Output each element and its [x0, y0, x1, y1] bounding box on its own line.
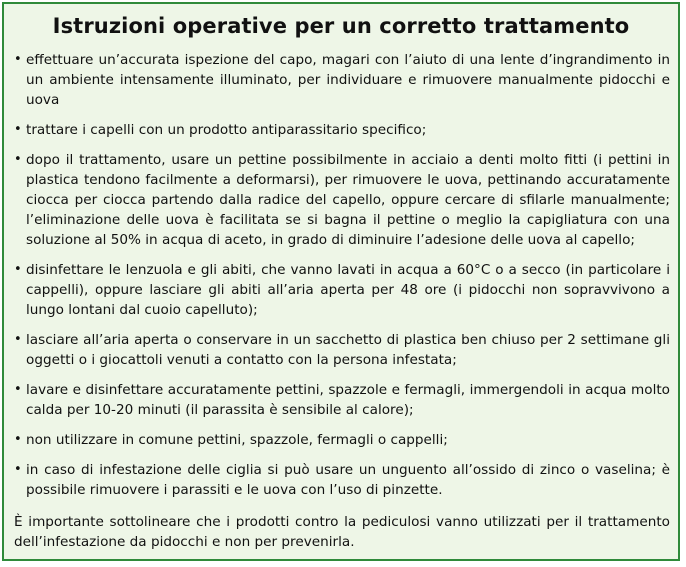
- list-item: [14, 50, 670, 110]
- list-item-text: dopo il trattamento, usare un pettine possibilmente in acciaio a denti molto fitti (i pettini in plastica tendono facilmente a deformarsi), per rimuovere le uova, pettinando accuratamente ciocca per ciocca partendo dalla radice del capello, oppure cercare di sfilarle manualmente; l’eliminazione delle uova è facilitata se si bagna il pettine o meglio la capigliatura con una soluzione al 50% in acqua di aceto, in grado di diminuire l’adesione delle uova al capello;: [26, 152, 670, 248]
- list-item-text: lasciare all’aria aperta o conservare in un sacchetto di plastica ben chiuso per 2 settimane gli oggetti o i giocattoli venuti a contatto con la persona infestata;: [26, 332, 670, 368]
- bullet-icon: •: [14, 52, 22, 67]
- list-item: [14, 150, 670, 250]
- bullet-icon: •: [14, 152, 22, 167]
- list-item-text: lavare e disinfettare accuratamente pettini, spazzole e fermagli, immergendoli in acqua molto calda per 10-20 minuti (il parassita è sensibile al calore);: [26, 382, 670, 418]
- list-item-text: in caso di infestazione delle ciglia si può usare un unguento all’ossido di zinco o vaselina; è possibile rimuovere i parassiti e le uova con l’uso di pinzette.: [26, 462, 670, 498]
- bullet-icon: •: [14, 462, 22, 477]
- list-item-text: effettuare un’accurata ispezione del capo, magari con l’aiuto di una lente d’ingrandimento in un ambiente intensamente illuminato, per individuare e rimuovere manualmente pidocchi e uova: [26, 52, 670, 108]
- list-item: [14, 430, 670, 450]
- list-item: [14, 460, 670, 500]
- bullet-icon: •: [14, 122, 22, 137]
- instructions-list: [14, 50, 670, 552]
- list-item: [14, 120, 670, 140]
- list-item: [14, 380, 670, 420]
- list-item: [14, 330, 670, 370]
- list-item-text: trattare i capelli con un prodotto antiparassitario specifico;: [26, 122, 427, 138]
- list-item: [14, 260, 670, 320]
- bullet-icon: •: [14, 432, 22, 447]
- list-item-text: non utilizzare in comune pettini, spazzole, fermagli o cappelli;: [26, 432, 448, 448]
- instructions-box: [2, 2, 680, 561]
- bullet-icon: •: [14, 332, 22, 347]
- bullet-icon: •: [14, 382, 22, 397]
- closing-note: È importante sottolineare che i prodotti contro la pediculosi vanno utilizzati per il trattamento dell’infestazione da pidocchi e non per prevenirla.: [14, 514, 670, 550]
- bullet-icon: •: [14, 262, 22, 277]
- page-title: Istruzioni operative per un corretto trattamento: [52, 14, 630, 38]
- list-item-text: disinfettare le lenzuola e gli abiti, che vanno lavati in acqua a 60°C o a secco (in particolare i cappelli), oppure lasciare gli abiti all’aria aperta per 48 ore (i pidocchi non sopravvivono a lungo lontani dal cuoio capelluto);: [26, 262, 670, 318]
